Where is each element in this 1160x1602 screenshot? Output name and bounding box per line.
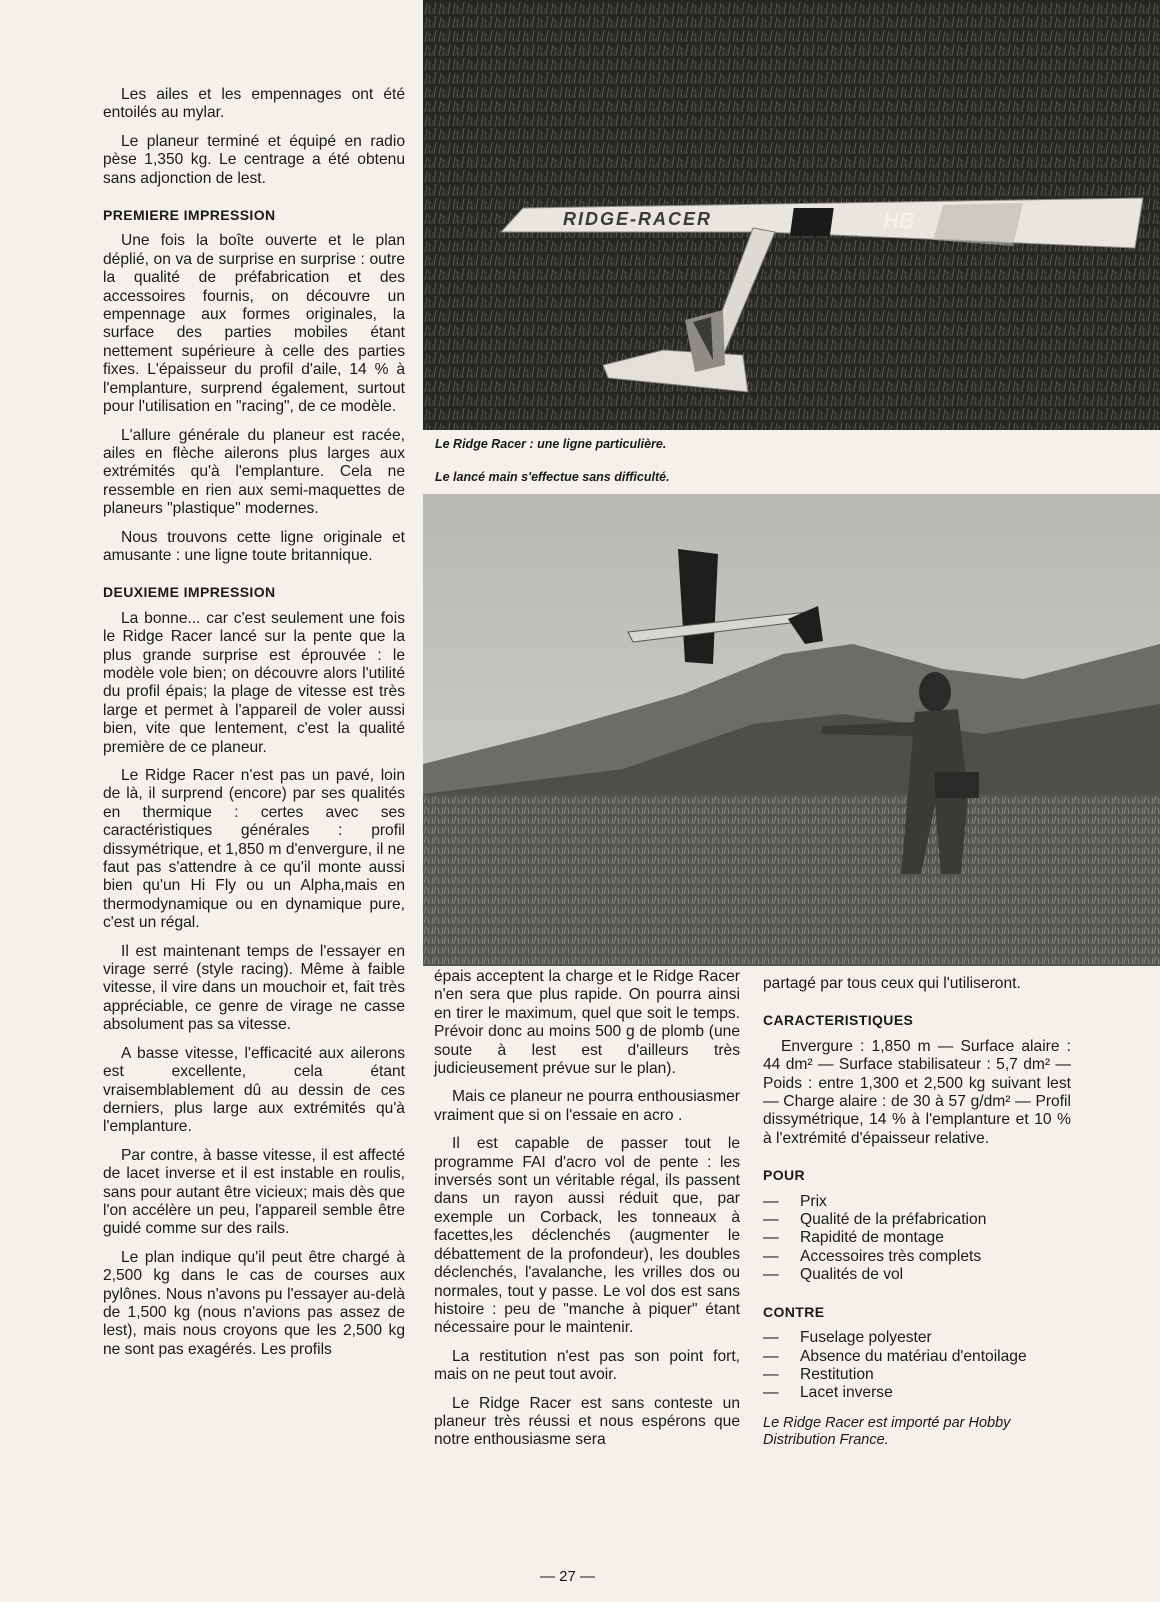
paragraph: Par contre, à basse vitesse, il est affecté de lacet inverse et il est instable en roulis, sans pour autant être vicieux; mais dès que l'on accélère un peu, l'appareil semble être guidé comme sur des rails. xyxy=(103,1146,405,1238)
list-item: — Prix xyxy=(763,1193,1071,1211)
paragraph: Le planeur terminé et équipé en radio pèse 1,350 kg. Le centrage a été obtenu sans adjonction de lest. xyxy=(103,132,405,187)
page-number: — 27 — xyxy=(540,1568,596,1585)
section-heading-contre: CONTRE xyxy=(763,1303,825,1320)
list-item: — Qualité de la préfabrication xyxy=(763,1211,1071,1229)
contre-list xyxy=(763,1329,1071,1403)
paragraph: Il est capable de passer tout le programme FAI d'acro vol de pente : les inversés sont un véritable régal, ils passent dans un rayon aussi réduit que, par exemple un Corback, les tonneaux à facettes,les déclenchés (augmenter le débattement de la profondeur), les doubles déclenchés, l'avalanche, les vrilles dos ou normales, tout y passe. Le vol dos est sans histoire : peu de "manche à piquer" étant nécessaire pour le maintenir. xyxy=(434,1135,740,1337)
glider-on-grass-illustration xyxy=(423,0,1160,430)
list-item: — Fuselage polyester xyxy=(763,1329,1071,1347)
paragraph: épais acceptent la charge et le Ridge Racer n'en sera que plus rapide. On pourra ainsi en tirer le maximum, quel que soit le temps. Prévoir donc au moins 500 g de plomb (une soute à lest est d'ailleurs très judicieusement prévue sur le plan). xyxy=(434,968,740,1078)
paragraph: Les ailes et les empennages ont été entoilés au mylar. xyxy=(103,86,405,122)
article-column-1 xyxy=(103,86,405,1369)
list-item: — Rapidité de montage xyxy=(763,1229,1071,1247)
wing-lettering: RIDGE-RACER xyxy=(563,209,713,229)
list-item: — Absence du matériau d'entoilage xyxy=(763,1348,1071,1366)
photo-hand-launch xyxy=(423,494,1160,966)
section-heading-premiere-impression: PREMIERE IMPRESSION xyxy=(103,207,276,224)
paragraph: Nous trouvons cette ligne originale et amusante : une ligne toute britannique. xyxy=(103,528,405,564)
section-heading-caracteristiques: CARACTERISTIQUES xyxy=(763,1012,914,1029)
list-item: — Restitution xyxy=(763,1366,1071,1384)
paragraph: A basse vitesse, l'efficacité aux ailerons est excellente, cela étant vraisemblablement dû au dessin de ces derniers, plus large aux extrémités qu'à l'emplanture. xyxy=(103,1044,405,1136)
article-column-2 xyxy=(434,968,740,1460)
photo1-caption: Le Ridge Racer : une ligne particulière. xyxy=(435,437,667,451)
hand-launch-illustration xyxy=(423,494,1160,966)
photo2-caption: Le lancé main s'effectue sans difficulté. xyxy=(435,470,670,484)
pour-list xyxy=(763,1193,1071,1285)
paragraph: L'allure générale du planeur est racée, ailes en flèche ailerons plus larges aux extrémités qu'à l'emplanture. Cela ne ressemble en rien aux semi-maquettes de planeurs "plastique" modernes. xyxy=(103,426,405,518)
importer-credit: Le Ridge Racer est importé par Hobby Distribution France. xyxy=(763,1414,1011,1448)
paragraph: Il est maintenant temps de l'essayer en virage serré (style racing). Même à faible vitesse, il vire dans un mouchoir et, fait très appréciable, ce genre de virage ne casse absolument pas sa vitesse. xyxy=(103,942,405,1034)
paragraph: Une fois la boîte ouverte et le plan déplié, on va de surprise en surprise : outre la qualité de préfabrication et des accessoires fournis, on découvre un empennage aux formes originales, la surface des parties mobiles étant nettement supérieure à celle des parties fixes. L'épaisseur du profil d'aile, 14 % à l'emplanture, surprend également, surtout pour l'utilisation en "racing", de ce modèle. xyxy=(103,232,405,416)
paragraph: Le Ridge Racer n'est pas un pavé, loin de là, il surprend (encore) par ses qualités en thermique : certes avec ses caractéristiques générales : profil dissymétrique, et 1,850 m d'envergure, il ne faut pas s'attendre à ce qu'il monte aussi bien qu'un Hi Fly ou un Alpha,mais en thermodynamique ou en dynamique pure, c'est un régal. xyxy=(103,767,406,932)
list-item: — Lacet inverse xyxy=(763,1384,1071,1402)
article-column-3 xyxy=(763,975,1071,1449)
specifications-paragraph: Envergure : 1,850 m — Surface alaire : 44 dm² — Surface stabilisateur : 5,7 dm² — Poids : entre 1,300 et 2,500 kg suivant lest — Charge alaire : de 30 à 57 g/dm² — Profil dissymétrique, 14 % à l'emplanture et 10 % à l'extrémité d'épaisseur relative. xyxy=(763,1037,1071,1147)
photo-glider-on-grass xyxy=(423,0,1160,430)
paragraph: partagé par tous ceux qui l'utiliseront. xyxy=(763,975,1021,992)
paragraph: La restitution n'est pas son point fort, mais on ne peut tout avoir. xyxy=(434,1347,740,1384)
section-heading-pour: POUR xyxy=(763,1167,806,1184)
paragraph: Le Ridge Racer est sans conteste un planeur très réussi et nous espérons que notre enthousiasme sera xyxy=(434,1394,740,1449)
paragraph: Mais ce planeur ne pourra enthousiasmer vraiment que si on l'essaie en acro . xyxy=(434,1088,740,1124)
wing-logo: HB xyxy=(883,208,915,233)
paragraph: Le plan indique qu'il peut être chargé à 2,500 kg dans le cas de courses aux pylônes. Nous n'avons pu l'essayer au-delà de 1,500 kg (nous n'avions pas assez de lest), mais nous croyons que les 2,500 kg ne sont pas exagérés. Les profils xyxy=(103,1248,405,1358)
list-item: — Qualités de vol xyxy=(763,1266,1071,1284)
paragraph: La bonne... car c'est seulement une fois le Ridge Racer lancé sur la pente que la plus grande surprise est éprouvée : le modèle vole bien; on découvre alors l'utilité du profil épais; la plage de vitesse est très large et permet à l'appareil de voler aussi bien, vite que lentement, c'est la qualité première de ce planeur. xyxy=(103,609,405,756)
section-heading-deuxieme-impression: DEUXIEME IMPRESSION xyxy=(103,584,276,601)
list-item: — Accessoires très complets xyxy=(763,1248,1071,1266)
